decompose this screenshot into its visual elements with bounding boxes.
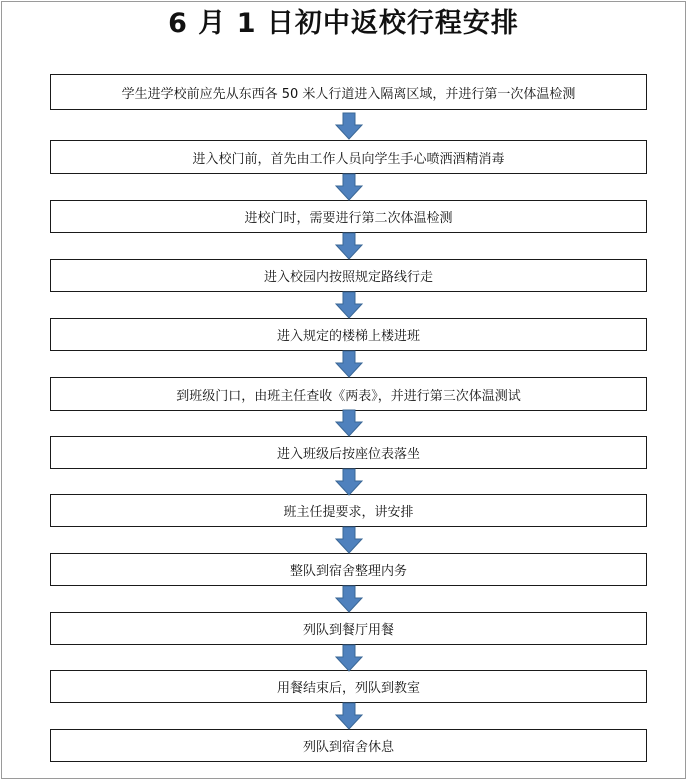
down-arrow-icon xyxy=(335,409,363,437)
flow-step-2: 进入校门前，首先由工作人员向学生手心喷洒酒精消毒 xyxy=(50,140,647,174)
flow-step-8: 班主任提要求，讲安排 xyxy=(50,494,647,527)
flow-step-10: 列队到餐厅用餐 xyxy=(50,612,647,645)
down-arrow-icon xyxy=(335,468,363,496)
down-arrow-icon xyxy=(335,526,363,554)
page-title: 6 月 1 日初中返校行程安排 xyxy=(168,8,519,39)
flow-step-12: 列队到宿舍休息 xyxy=(50,729,647,762)
flow-step-6: 到班级门口，由班主任查收《两表》，并进行第三次体温测试 xyxy=(50,377,647,411)
flow-step-9: 整队到宿舍整理内务 xyxy=(50,553,647,586)
flow-step-4: 进入校园内按照规定路线行走 xyxy=(50,259,647,292)
flow-step-11: 用餐结束后，列队到教室 xyxy=(50,670,647,703)
down-arrow-icon xyxy=(335,232,363,260)
down-arrow-icon xyxy=(335,112,363,140)
down-arrow-icon xyxy=(335,644,363,672)
flow-step-1: 学生进学校前应先从东西各 50 米人行道进入隔离区域，并进行第一次体温检测 xyxy=(50,74,647,110)
down-arrow-icon xyxy=(335,350,363,378)
down-arrow-icon xyxy=(335,291,363,319)
down-arrow-icon xyxy=(335,173,363,201)
down-arrow-icon xyxy=(335,702,363,730)
document-page xyxy=(1,1,686,779)
flow-step-7: 进入班级后按座位表落坐 xyxy=(50,436,647,469)
flow-step-3: 进校门时，需要进行第二次体温检测 xyxy=(50,200,647,233)
flow-step-5: 进入规定的楼梯上楼进班 xyxy=(50,318,647,351)
down-arrow-icon xyxy=(335,585,363,613)
